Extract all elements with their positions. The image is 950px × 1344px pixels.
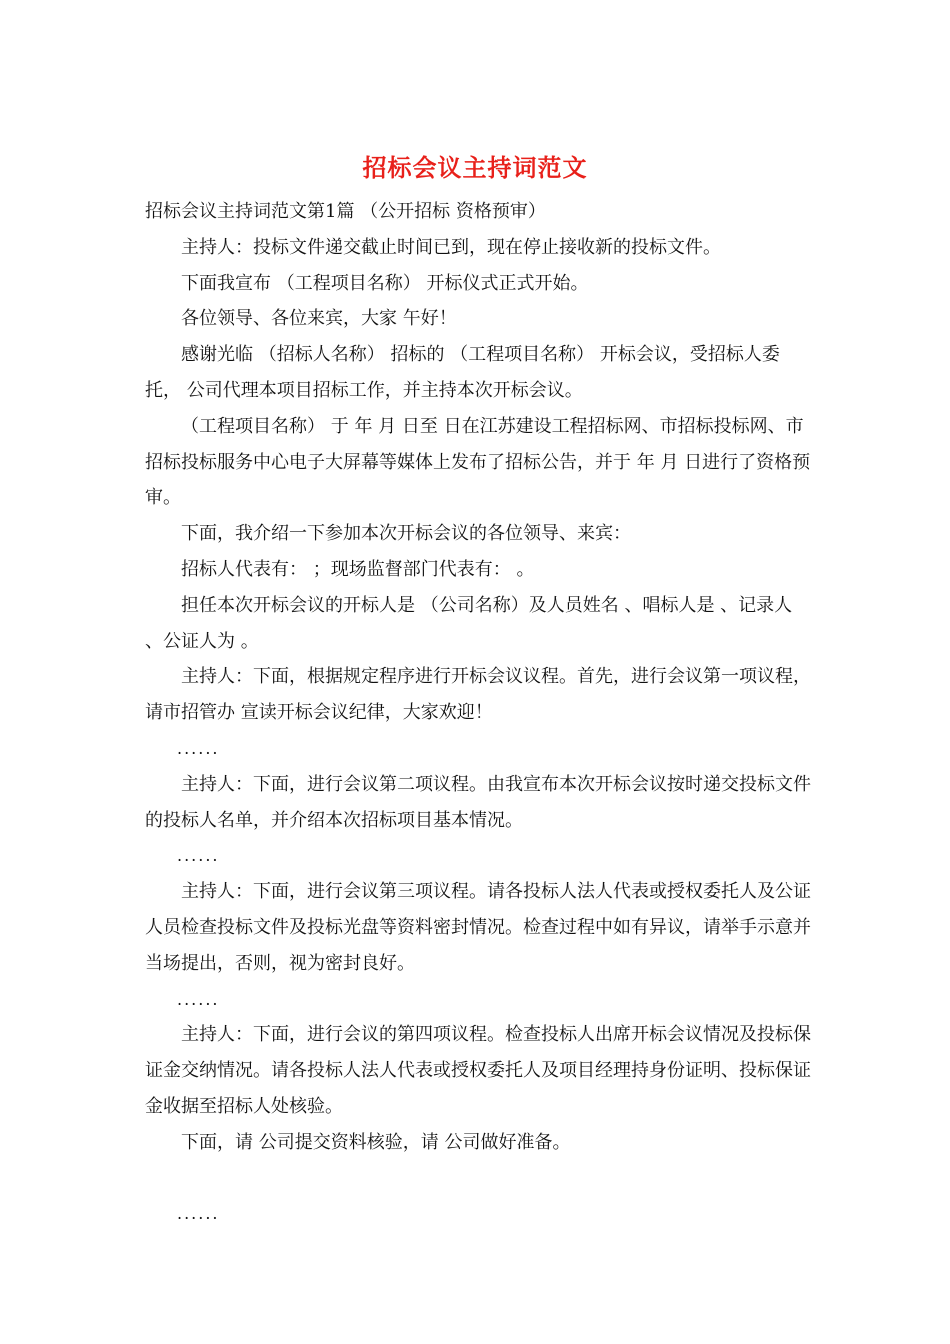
ellipsis-line: ...... (177, 738, 220, 758)
paragraph: 各位领导、各位来宾，大家 午好！ (181, 308, 457, 330)
ellipsis-line: ...... (177, 1204, 220, 1224)
paragraph: 招标人代表有： ；现场监督部门代表有： 。 (181, 558, 535, 580)
paragraph: 主持人：投标文件递交截止时间已到，现在停止接收新的投标文件。 (181, 236, 721, 258)
blank-line (145, 1161, 813, 1197)
paragraph: 下面，请 公司提交资料核验，请 公司做好准备。 (181, 1131, 571, 1153)
paragraph: 主持人：下面，进行会议的第四项议程。检查投标人出席开标会议情况及投标保证金交纳情况。请各投标人法人代表或授权委托人及项目经理持身份证明、投标保证金收据至招标人处核验。 (145, 1024, 811, 1117)
paragraph: 主持人：下面，进行会议第三项议程。请各投标人法人代表或授权委托人及公证人员检查投标文件及投标光盘等资料密封情况。检查过程中如有异议，请举手示意并当场提出，否则，视为密封良好。 (145, 881, 811, 974)
paragraph: 下面我宣布 （工程项目名称） 开标仪式正式开始。 (181, 272, 589, 294)
paragraph: 主持人：下面，根据规定程序进行开标会议议程。首先，进行会议第一项议程，请市招管办 宣读开标会议纪律，大家欢迎！ (145, 666, 811, 724)
document-body (145, 194, 813, 1232)
paragraph: 担任本次开标会议的开标人是 （公司名称）及人员姓名 、唱标人是 、记录人 、公证人为 。 (145, 594, 793, 652)
paragraph: 主持人：下面，进行会议第二项议程。由我宣布本次开标会议按时递交投标文件的投标人名单，并介绍本次招标项目基本情况。 (145, 773, 811, 831)
ellipsis-line: ...... (177, 846, 220, 866)
document-subtitle: 招标会议主持词范文第1篇 （公开招标 资格预审） (145, 201, 546, 222)
paragraph: 下面，我介绍一下参加本次开标会议的各位领导、来宾： (181, 523, 631, 545)
ellipsis-line: ...... (177, 989, 220, 1009)
paragraph: （工程项目名称） 于 年 月 日至 日在江苏建设工程招标网、市招标投标网、市招标投标服务中心电子大屏幕等媒体上发布了招标公告，并于 年 月 日进行了资格预审。 (145, 415, 811, 509)
paragraph: 感谢光临 （招标人名称） 招标的 （工程项目名称） 开标会议，受招标人委托， 公司代理本项目招标工作，并主持本次开标会议。 (145, 344, 780, 401)
document-title: 招标会议主持词范文 (362, 153, 588, 182)
